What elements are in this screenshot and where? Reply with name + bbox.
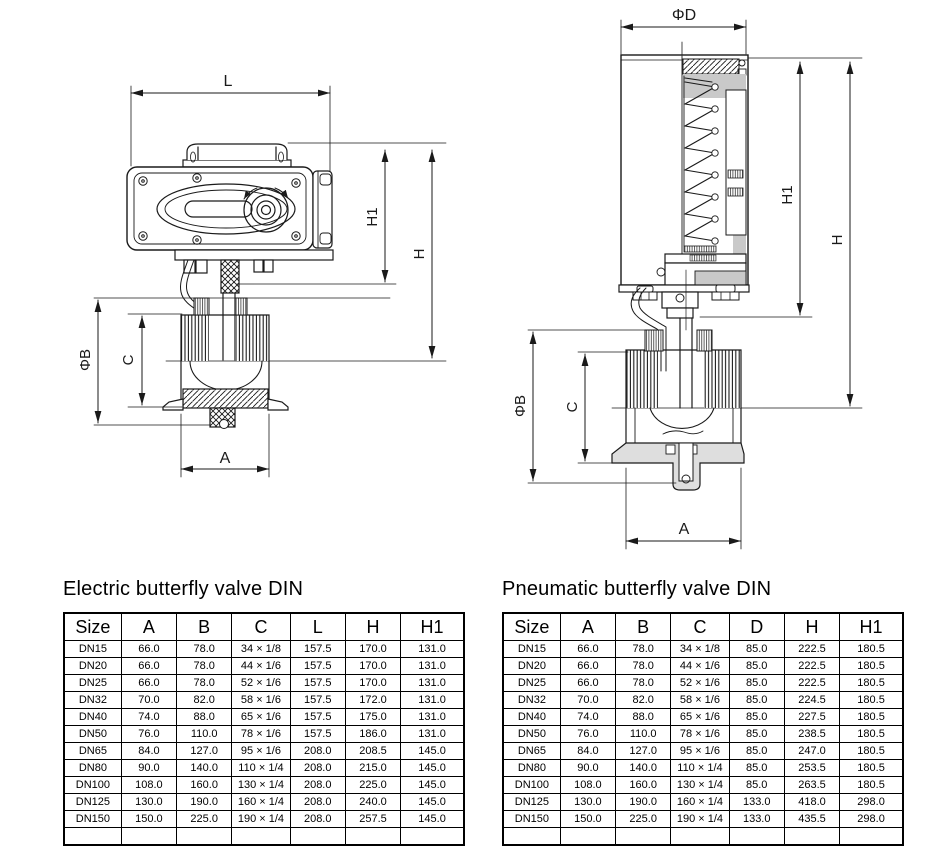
table-cell: 85.0 <box>729 641 784 658</box>
table-cell: 85.0 <box>729 726 784 743</box>
table-cell: 208.0 <box>290 811 345 828</box>
table-cell: 160 × 1/4 <box>671 794 729 811</box>
table-cell: 78.0 <box>616 675 671 692</box>
electric-valve-drawing <box>77 73 446 477</box>
table-cell: DN32 <box>503 692 560 709</box>
table-cell: 157.5 <box>290 692 345 709</box>
table-cell <box>840 828 903 846</box>
pneumatic-valve-drawing <box>512 7 862 549</box>
table-cell: 78 × 1/6 <box>671 726 729 743</box>
column-header: A <box>560 613 615 641</box>
table-cell: 222.5 <box>784 658 839 675</box>
table-row <box>503 777 903 794</box>
table-cell: DN20 <box>503 658 560 675</box>
column-header: D <box>729 613 784 641</box>
table-cell: 65 × 1/6 <box>232 709 290 726</box>
table-cell: 76.0 <box>560 726 615 743</box>
table-cell: 85.0 <box>729 658 784 675</box>
dim-label-phid: ΦD <box>671 7 697 24</box>
table-cell <box>232 828 290 846</box>
table-cell: 34 × 1/8 <box>671 641 729 658</box>
dimension-H-pneumatic <box>829 62 850 406</box>
table-cell: 418.0 <box>784 794 839 811</box>
table-row <box>64 658 464 675</box>
table-cell: 70.0 <box>121 692 176 709</box>
table-cell: 82.0 <box>177 692 232 709</box>
table-cell: 238.5 <box>784 726 839 743</box>
table-row <box>64 726 464 743</box>
table-cell: 180.5 <box>840 777 903 794</box>
butterfly-disc-dome <box>190 361 262 390</box>
table-cell: 130 × 1/4 <box>232 777 290 794</box>
table-cell: 76.0 <box>121 726 176 743</box>
table-cell: 52 × 1/6 <box>671 675 729 692</box>
table-cell: DN80 <box>64 760 121 777</box>
table-cell: 224.5 <box>784 692 839 709</box>
table-cell: 150.0 <box>560 811 615 828</box>
table-cell: 253.5 <box>784 760 839 777</box>
table-cell: 247.0 <box>784 743 839 760</box>
table-cell: 190 × 1/4 <box>232 811 290 828</box>
table-cell: 208.0 <box>290 760 345 777</box>
table-cell: 66.0 <box>121 658 176 675</box>
table-row <box>64 811 464 828</box>
pneumatic-dimension-table <box>502 612 904 846</box>
dim-label-a-pneumatic: A <box>678 521 690 538</box>
table-cell: 127.0 <box>616 743 671 760</box>
table-cell: 145.0 <box>401 760 464 777</box>
table-cell: 66.0 <box>560 675 615 692</box>
table-cell: 84.0 <box>121 743 176 760</box>
table-cell: 70.0 <box>560 692 615 709</box>
table-cell: 78.0 <box>177 675 232 692</box>
table-cell: 78.0 <box>177 641 232 658</box>
table-cell: 85.0 <box>729 675 784 692</box>
table-cell <box>290 828 345 846</box>
table-cell: 140.0 <box>616 760 671 777</box>
table-row <box>503 828 903 846</box>
dim-label-phib-pneumatic: ΦB <box>512 395 529 417</box>
table-cell: DN150 <box>503 811 560 828</box>
table-cell: 90.0 <box>121 760 176 777</box>
table-cell: 170.0 <box>345 641 400 658</box>
pneumatic-valve-body <box>612 330 744 490</box>
table-cell: 208.5 <box>345 743 400 760</box>
table-cell: 130 × 1/4 <box>671 777 729 794</box>
table-cell: 222.5 <box>784 675 839 692</box>
table-cell: 127.0 <box>177 743 232 760</box>
table-cell: 257.5 <box>345 811 400 828</box>
table-cell: 65 × 1/6 <box>671 709 729 726</box>
table-cell: DN25 <box>503 675 560 692</box>
dimension-H <box>411 150 432 358</box>
column-header: H1 <box>840 613 903 641</box>
table-cell <box>503 828 560 846</box>
table-cell: 78 × 1/6 <box>232 726 290 743</box>
table-cell: 108.0 <box>560 777 615 794</box>
table-cell: DN80 <box>503 760 560 777</box>
table-cell: 298.0 <box>840 794 903 811</box>
table-cell: 160 × 1/4 <box>232 794 290 811</box>
table-cell: 78.0 <box>616 641 671 658</box>
table-cell: 131.0 <box>401 675 464 692</box>
table-cell: DN100 <box>64 777 121 794</box>
table-cell: 85.0 <box>729 692 784 709</box>
dimension-C-pneumatic <box>564 352 628 463</box>
table-cell: 157.5 <box>290 709 345 726</box>
column-header: B <box>177 613 232 641</box>
table-cell: 66.0 <box>121 641 176 658</box>
table-cell: 44 × 1/6 <box>232 658 290 675</box>
dimension-phiD <box>621 7 746 56</box>
dim-label-l: L <box>223 73 233 90</box>
table-cell <box>177 828 232 846</box>
table-cell: 160.0 <box>177 777 232 794</box>
table-row <box>64 743 464 760</box>
table-cell: DN100 <box>503 777 560 794</box>
table-cell: 84.0 <box>560 743 615 760</box>
table-cell: 215.0 <box>345 760 400 777</box>
table-row <box>503 692 903 709</box>
column-header: H1 <box>401 613 464 641</box>
table-cell: 130.0 <box>121 794 176 811</box>
table-cell: 145.0 <box>401 743 464 760</box>
table-cell: 157.5 <box>290 641 345 658</box>
table-cell: DN40 <box>64 709 121 726</box>
table-cell: 180.5 <box>840 675 903 692</box>
table-cell: 95 × 1/6 <box>671 743 729 760</box>
table-cell: DN15 <box>64 641 121 658</box>
table-cell: 225.0 <box>345 777 400 794</box>
table-cell: 180.5 <box>840 641 903 658</box>
table-cell: 180.5 <box>840 658 903 675</box>
dim-label-a: A <box>219 450 231 467</box>
table-row <box>503 743 903 760</box>
column-header: C <box>232 613 290 641</box>
table-cell: 108.0 <box>121 777 176 794</box>
table-cell: 160.0 <box>616 777 671 794</box>
table-cell: 172.0 <box>345 692 400 709</box>
table-cell: 110.0 <box>616 726 671 743</box>
table-cell: 145.0 <box>401 794 464 811</box>
table-cell: 88.0 <box>616 709 671 726</box>
column-header: A <box>121 613 176 641</box>
table-row <box>503 641 903 658</box>
table-cell: 131.0 <box>401 709 464 726</box>
table-cell <box>671 828 729 846</box>
table-cell: 145.0 <box>401 777 464 794</box>
table-cell <box>401 828 464 846</box>
table-cell: 66.0 <box>560 658 615 675</box>
table-cell: 227.5 <box>784 709 839 726</box>
electric-table-section <box>63 578 467 846</box>
table-cell: 90.0 <box>560 760 615 777</box>
dim-label-h1-pneumatic: H1 <box>779 185 796 205</box>
table-cell: 180.5 <box>840 709 903 726</box>
table-cell: 74.0 <box>121 709 176 726</box>
table-cell: 157.5 <box>290 726 345 743</box>
table-row <box>64 692 464 709</box>
table-cell <box>784 828 839 846</box>
dim-label-c-pneumatic: C <box>564 401 581 413</box>
table-cell: 66.0 <box>121 675 176 692</box>
column-header: H <box>784 613 839 641</box>
table-row <box>64 675 464 692</box>
table-cell: 222.5 <box>784 641 839 658</box>
table-cell: DN15 <box>503 641 560 658</box>
table-row <box>503 658 903 675</box>
electric-actuator-housing <box>127 167 332 250</box>
table-row <box>503 760 903 777</box>
table-cell: 44 × 1/6 <box>671 658 729 675</box>
table-cell: 145.0 <box>401 811 464 828</box>
table-cell <box>64 828 121 846</box>
table-cell: 150.0 <box>121 811 176 828</box>
table-cell: 110.0 <box>177 726 232 743</box>
pneumatic-table-section <box>502 578 906 846</box>
table-cell: 66.0 <box>560 641 615 658</box>
pneumatic-actuator-cylinder <box>621 55 748 285</box>
table-cell <box>729 828 784 846</box>
electric-table-title: Electric butterfly valve DIN <box>63 578 304 600</box>
table-row <box>64 760 464 777</box>
table-cell: 130.0 <box>560 794 615 811</box>
table-cell: 208.0 <box>290 794 345 811</box>
table-cell: 157.5 <box>290 675 345 692</box>
table-row <box>64 828 464 846</box>
table-cell: 85.0 <box>729 777 784 794</box>
table-cell: DN25 <box>64 675 121 692</box>
table-cell: 78.0 <box>177 658 232 675</box>
table-cell: 170.0 <box>345 658 400 675</box>
butterfly-disc-dome <box>650 408 714 428</box>
table-row <box>503 726 903 743</box>
table-cell: DN20 <box>64 658 121 675</box>
table-cell: 190.0 <box>177 794 232 811</box>
table-cell <box>345 828 400 846</box>
table-cell: 110 × 1/4 <box>232 760 290 777</box>
table-cell: DN125 <box>64 794 121 811</box>
dim-label-c: C <box>120 354 137 366</box>
table-cell: 170.0 <box>345 675 400 692</box>
table-row <box>64 709 464 726</box>
table-cell: 78.0 <box>616 658 671 675</box>
table-cell: 175.0 <box>345 709 400 726</box>
column-header: Size <box>503 613 560 641</box>
table-cell: 133.0 <box>729 811 784 828</box>
electric-actuator-cap <box>183 144 291 167</box>
column-header: B <box>616 613 671 641</box>
table-cell: 225.0 <box>177 811 232 828</box>
table-cell: 435.5 <box>784 811 839 828</box>
table-cell: 208.0 <box>290 777 345 794</box>
table-cell: 208.0 <box>290 743 345 760</box>
table-cell: 131.0 <box>401 658 464 675</box>
table-cell: 131.0 <box>401 641 464 658</box>
table-cell: 180.5 <box>840 743 903 760</box>
table-cell: DN50 <box>64 726 121 743</box>
table-cell: 180.5 <box>840 726 903 743</box>
table-cell: 85.0 <box>729 760 784 777</box>
dim-label-phib: ΦB <box>77 349 94 371</box>
table-cell: 190.0 <box>616 794 671 811</box>
table-cell: DN65 <box>64 743 121 760</box>
table-cell: 180.5 <box>840 760 903 777</box>
table-cell: 140.0 <box>177 760 232 777</box>
electric-dimension-table <box>63 612 465 846</box>
table-cell: 190 × 1/4 <box>671 811 729 828</box>
table-cell: DN40 <box>503 709 560 726</box>
table-cell: DN65 <box>503 743 560 760</box>
table-row <box>64 794 464 811</box>
table-cell: 263.5 <box>784 777 839 794</box>
table-row <box>64 777 464 794</box>
table-cell: 74.0 <box>560 709 615 726</box>
table-header-row <box>503 613 903 641</box>
table-row <box>503 709 903 726</box>
table-cell: DN50 <box>503 726 560 743</box>
table-cell: 131.0 <box>401 726 464 743</box>
table-cell: 240.0 <box>345 794 400 811</box>
table-row <box>64 641 464 658</box>
column-header: Size <box>64 613 121 641</box>
table-cell: 131.0 <box>401 692 464 709</box>
table-row <box>503 794 903 811</box>
table-cell: 34 × 1/8 <box>232 641 290 658</box>
table-cell: DN125 <box>503 794 560 811</box>
table-cell: DN32 <box>64 692 121 709</box>
dim-label-h1: H1 <box>364 207 381 227</box>
table-cell: 82.0 <box>616 692 671 709</box>
table-cell: 95 × 1/6 <box>232 743 290 760</box>
table-cell: 186.0 <box>345 726 400 743</box>
table-cell: 225.0 <box>616 811 671 828</box>
pneumatic-table-title: Pneumatic butterfly valve DIN <box>502 578 772 600</box>
table-cell: 58 × 1/6 <box>232 692 290 709</box>
table-cell: 298.0 <box>840 811 903 828</box>
table-cell <box>121 828 176 846</box>
column-header: L <box>290 613 345 641</box>
table-cell: 110 × 1/4 <box>671 760 729 777</box>
column-header: C <box>671 613 729 641</box>
dim-label-h: H <box>411 248 428 260</box>
column-header: H <box>345 613 400 641</box>
table-cell <box>560 828 615 846</box>
table-row <box>503 811 903 828</box>
table-cell: 88.0 <box>177 709 232 726</box>
table-cell: 58 × 1/6 <box>671 692 729 709</box>
electric-valve-body <box>163 298 288 429</box>
table-cell: 85.0 <box>729 709 784 726</box>
table-cell: 85.0 <box>729 743 784 760</box>
table-cell: 157.5 <box>290 658 345 675</box>
table-cell: 133.0 <box>729 794 784 811</box>
dimension-C <box>120 314 182 407</box>
table-row <box>503 675 903 692</box>
table-cell: DN150 <box>64 811 121 828</box>
dim-label-h-pneumatic: H <box>829 234 846 246</box>
table-cell: 52 × 1/6 <box>232 675 290 692</box>
table-cell: 180.5 <box>840 692 903 709</box>
table-header-row <box>64 613 464 641</box>
table-cell <box>616 828 671 846</box>
